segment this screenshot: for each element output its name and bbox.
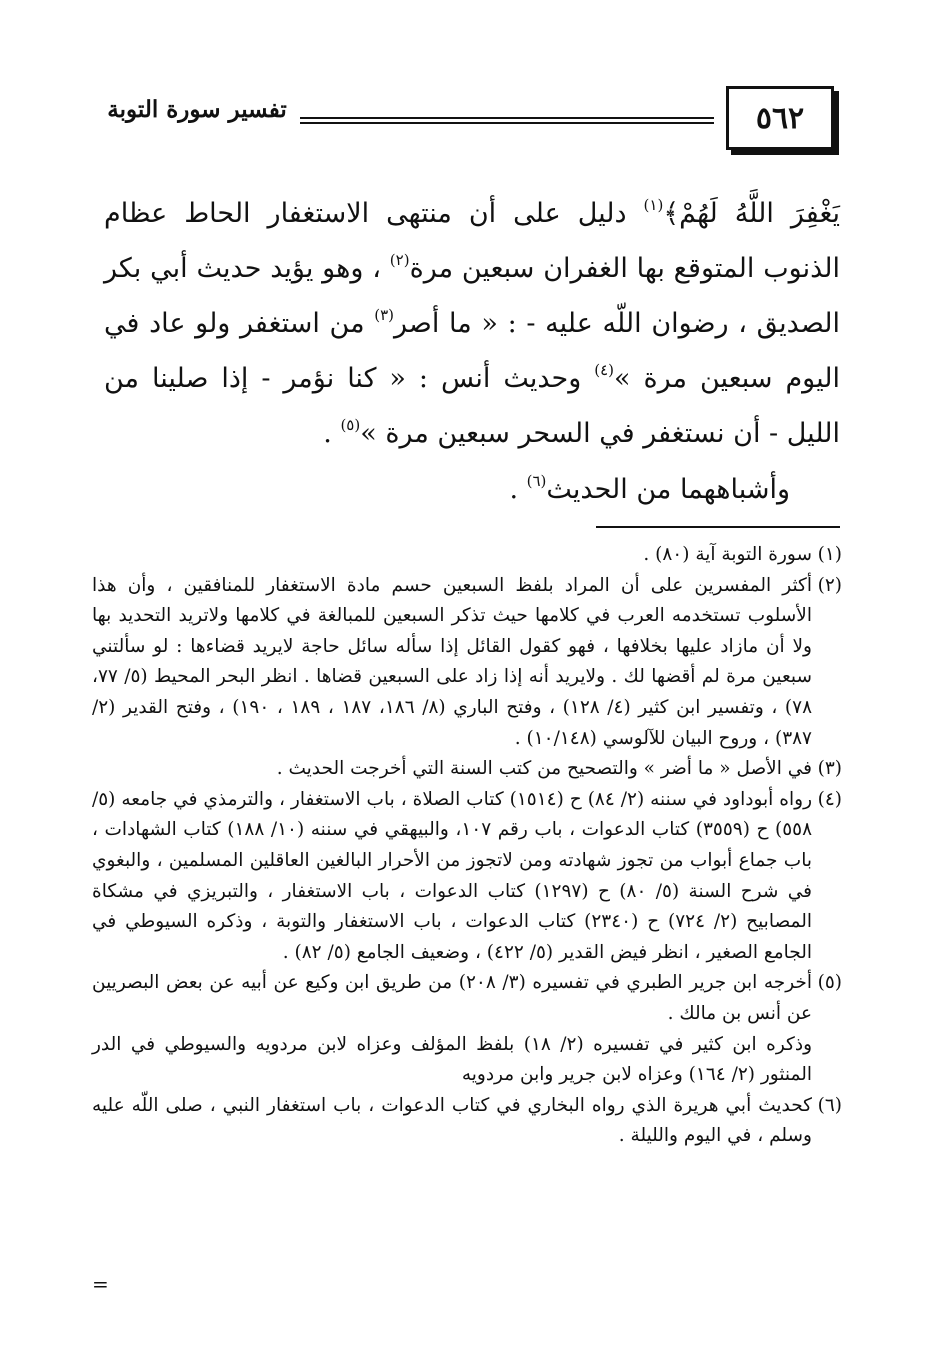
quran-fragment: يَغْفِرَ اللَّهُ لَهُمْ﴾ [663, 198, 840, 229]
footnote-text: أخرجه ابن جرير الطبري في تفسيره (٣/ ٢٠٨) من طريق ابن وكيع عن أبيه عن بعض البصريين عن أنس بن مالك . [92, 972, 812, 1024]
footnote-text: سورة التوبة آية (٨٠) . [643, 544, 812, 565]
footnote-text: كحديث أبي هريرة الذي رواه البخاري في كتاب الدعوات ، باب استغفار النبي ، صلى اللّه عليه وسلم ، في اليوم والليلة . [92, 1094, 812, 1147]
running-title: تفسير سورة التوبة [107, 96, 287, 123]
footnote-number: (٦) [817, 1094, 842, 1116]
footnote-number: (٤) [817, 788, 843, 810]
footnote-separator [596, 526, 840, 528]
body-para2-text: وأشباههما من الحديث [546, 474, 790, 505]
body-text-1: دليل على أن منتهى الاستغفار الحاط عظام الذنوب المتوقع بها الغفران سبعين مرة [104, 198, 841, 284]
footnote-text: في الأصل « ما أضر » والتصحيح من كتب السنة التي أخرجت الحديث . [276, 758, 812, 780]
footnote-4 [92, 785, 842, 969]
continuation-mark: = [92, 1272, 109, 1296]
header-rule [300, 117, 714, 124]
footnote-6 [92, 1091, 842, 1152]
page-number-box [726, 86, 834, 150]
body-text-4: وحديث أنس : « كنا نؤمر - إذا صلينا من الليل - أن نستغفر في السحر سبعين مرة » [104, 363, 840, 449]
footnote-number: (٣) [817, 758, 842, 780]
footnote-5 [92, 968, 842, 1029]
footnote-ref-3: (٣) [374, 306, 395, 324]
footnote-number: (٥) [817, 972, 842, 994]
footnote-ref-5: (٥) [340, 416, 361, 434]
page-number: ٥٦٢ [755, 100, 805, 136]
body-paragraph-2 [104, 462, 840, 517]
footnote-ref-1: (١) [643, 196, 664, 214]
body-text-5: . [323, 418, 341, 449]
footnote-text: رواه أبوداود في سننه (٢/ ٨٤) ح (١٥١٤) كتاب الصلاة ، باب الاستغفار ، والترمذي في جامعه (٥/ ٥٥٨) ح (٣٥٥٩) كتاب الدعوات ، باب رقم ١٠٧، والبيهقي في سننه (١٠/ ١٨٨) كتاب الشهادات ، باب جماع أبواب من تجوز شهادته ومن لاتجوز من الأحرار البالغين العاقلين المسلمين ، والبغوي في شرح السنة (٥/ ٨٠) ح (١٢٩٧) كتاب الدعوات ، باب الاستغفار ، والتبريزي في مشكاة المصابيح (٢/ ٧٢٤) ح (٢٣٤٠) كتاب الدعوات ، باب الاستغفار والتوبة ، وذكره السيوطي في الجامع الصغير ، انظر فيض القدير (٥/ ٤٢٢) ، وضعيف الجامع (٥/ ٨٢) . [92, 788, 813, 963]
footnote-1 [92, 540, 842, 571]
body-para2-end: . [509, 474, 527, 505]
footnote-ref-4: (٤) [594, 361, 615, 379]
footnote-text: أكثر المفسرين على أن المراد بلفظ السبعين حسم مادة الاستغفار للمنافقين ، وأن هذا الأسلوب تستخدمه العرب في كلامها حيث تذكر السبعين للمبالغة في كلامها ولاتريد التحديد بها ولا أن مازاد عليها بخلافها ، فهو كقول القائل إذا سأله سائل حاجة لايريد قضاءها : لو سألتني سبعين مرة لم أقضها لك . ولايريد أنه إذا زاد على السبعين قضاها . انظر البحر المحيط (٥/ ٧٧، ٧٨) ، وتفسير ابن كثير (٤/ ١٢٨) ، وفتح الباري (٨/ ١٨٦، ١٨٧ ، ١٨٩ ، ١٩٠) ، وفتح القدير (٢/ ٣٨٧) ، وروح البيان للآلوسي (١٠/١٤٨) . [92, 574, 813, 749]
footnote-ref-6: (٦) [526, 472, 547, 490]
footnote-3 [92, 754, 842, 785]
footnotes [92, 540, 842, 1152]
footnote-ref-2: (٢) [389, 251, 410, 269]
footnote-number: (١) [817, 544, 842, 565]
footnote-number: (٢) [817, 574, 842, 596]
footnote-5-continued [92, 1030, 842, 1091]
footnote-text: وذكره ابن كثير في تفسيره (٢/ ١٨) بلفظ المؤلف وعزاه لابن مردويه والسيوطي في الدر المنثور (٢/ ١٦٤) وعزاه لابن جرير وابن مردويه [92, 1033, 813, 1086]
body-text-2: ، وهو يؤيد حديث أبي بكر الصديق ، رضوان اللّه عليه - : « ما أصر [104, 253, 840, 339]
body-text-3: من استغفر ولو عاد في اليوم سبعين مرة » [104, 308, 840, 394]
body-paragraph [104, 186, 840, 461]
footnote-2 [92, 571, 842, 755]
